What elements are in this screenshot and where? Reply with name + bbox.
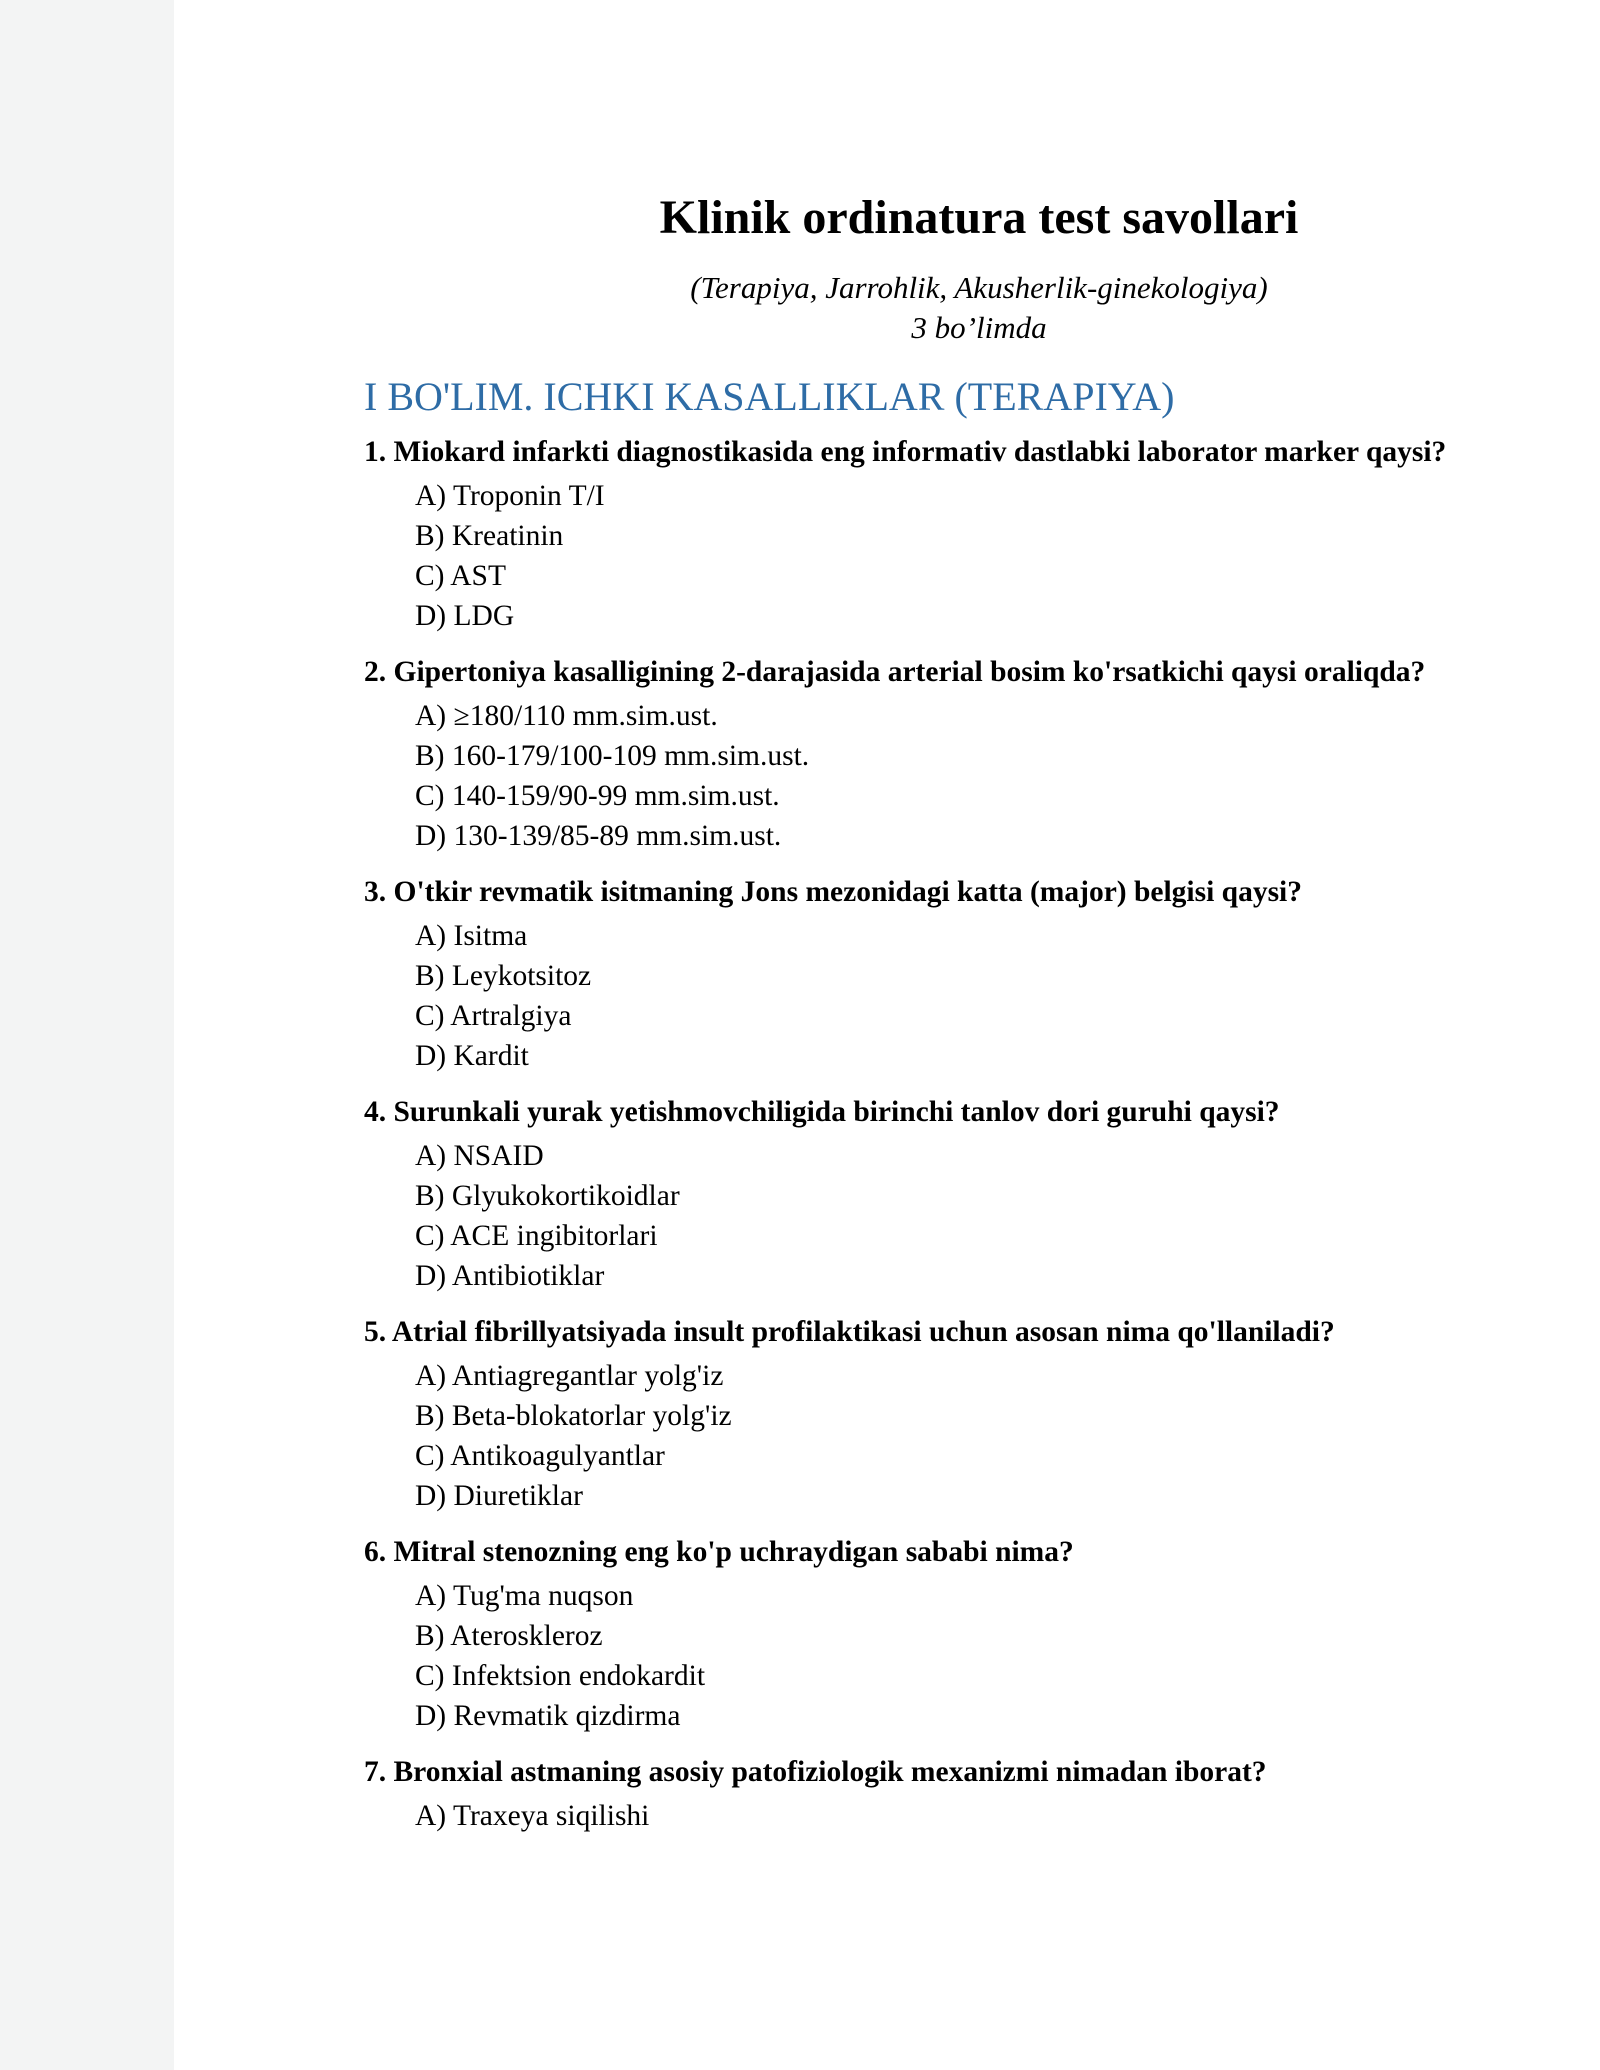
answer-option: C) AST — [415, 560, 506, 592]
question-text: 4. Surunkali yurak yetishmovchiligida birinchi tanlov dori guruhi qaysi? — [364, 1096, 1280, 1128]
section-heading: I BO'LIM. ICHKI KASALLIKLAR (TERAPIYA) — [364, 374, 1175, 419]
document-subtitle — [364, 268, 1594, 348]
answer-option: B) Kreatinin — [415, 520, 564, 552]
answer-options — [364, 1796, 1564, 1836]
answer-option: A) Antiagregantlar yolg'iz — [415, 1360, 724, 1392]
answer-option: A) Traxeya siqilishi — [415, 1800, 650, 1832]
document-title: Klinik ordinatura test savollari — [659, 191, 1299, 244]
answer-option: B) Beta-blokatorlar yolg'iz — [415, 1400, 732, 1432]
document-content — [364, 186, 1564, 1852]
question-item — [364, 1312, 1564, 1516]
answer-option: D) LDG — [415, 600, 515, 632]
answer-option: D) Antibiotiklar — [415, 1260, 605, 1292]
question-text: 6. Mitral stenozning eng ko'p uchraydigan sababi nima? — [364, 1536, 1074, 1568]
question-item — [364, 872, 1564, 1076]
answer-option: A) ≥180/110 mm.sim.ust. — [415, 700, 718, 732]
subtitle-line-1: (Terapiya, Jarrohlik, Akusherlik-ginekologiya) — [690, 270, 1268, 305]
answer-option: D) Diuretiklar — [415, 1480, 583, 1512]
answer-options — [364, 916, 1564, 1076]
answer-option: C) Artralgiya — [415, 1000, 572, 1032]
question-item — [364, 1752, 1564, 1836]
answer-option: B) Ateroskleroz — [415, 1620, 603, 1652]
answer-option: C) Antikoagulyantlar — [415, 1440, 665, 1472]
question-text: 1. Miokard infarkti diagnostikasida eng informativ dastlabki laborator marker qaysi? — [364, 436, 1447, 468]
answer-option: B) 160-179/100-109 mm.sim.ust. — [415, 740, 810, 772]
answer-options — [364, 476, 1564, 636]
answer-option: B) Glyukokortikoidlar — [415, 1180, 680, 1212]
question-item — [364, 652, 1564, 856]
question-text: 3. O'tkir revmatik isitmaning Jons mezonidagi katta (major) belgisi qaysi? — [364, 876, 1303, 908]
answer-option: C) Infektsion endokardit — [415, 1660, 706, 1692]
question-text: 7. Bronxial astmaning asosiy patofiziologik mexanizmi nimadan iborat? — [364, 1756, 1267, 1788]
answer-option: C) ACE ingibitorlari — [415, 1220, 658, 1252]
answer-options — [364, 1136, 1564, 1296]
answer-option: D) Revmatik qizdirma — [415, 1700, 681, 1732]
question-item — [364, 432, 1564, 636]
answer-option: C) 140-159/90-99 mm.sim.ust. — [415, 780, 780, 812]
question-text: 5. Atrial fibrillyatsiyada insult profilaktikasi uchun asosan nima qo'llaniladi? — [364, 1316, 1335, 1348]
answer-options — [364, 1576, 1564, 1736]
answer-option: D) 130-139/85-89 mm.sim.ust. — [415, 820, 782, 852]
answer-options — [364, 696, 1564, 856]
answer-options — [364, 1356, 1564, 1516]
question-item — [364, 1092, 1564, 1296]
answer-option: A) Tug'ma nuqson — [415, 1580, 634, 1612]
answer-option: A) Isitma — [415, 920, 528, 952]
answer-option: A) NSAID — [415, 1140, 544, 1172]
subtitle-line-2: 3 bo’limda — [911, 310, 1047, 345]
document-page — [174, 0, 1600, 2070]
answer-option: B) Leykotsitoz — [415, 960, 592, 992]
answer-option: A) Troponin T/I — [415, 480, 605, 512]
answer-option: D) Kardit — [415, 1040, 529, 1072]
question-text: 2. Gipertoniya kasalligining 2-darajasida arterial bosim ko'rsatkichi qaysi oraliqda? — [364, 656, 1426, 688]
question-item — [364, 1532, 1564, 1736]
